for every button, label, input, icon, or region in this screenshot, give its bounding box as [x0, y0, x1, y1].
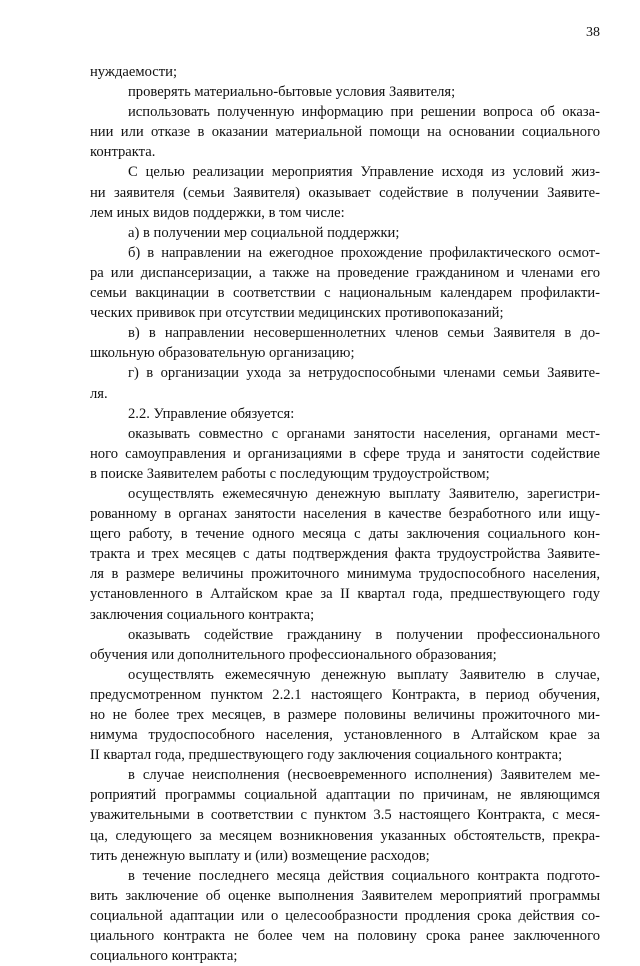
- text-line: семьи вакцинации в соответствии с национальным календарем профилакти-: [90, 285, 600, 302]
- text-line: нимума трудоспособного населения, установленного в Алтайском крае за: [90, 727, 600, 744]
- text-line: проверять материально-бытовые условия Заявителя;: [128, 84, 456, 101]
- text-line: но не более трех месяцев, в размере половины величины прожиточного ми-: [90, 707, 600, 723]
- page-number: 38: [586, 25, 600, 40]
- text-line: социальной адаптации или о целесообразности продления срока действия со-: [90, 907, 600, 924]
- text-line: в поиске Заявителем работы с последующим трудоустройством;: [90, 465, 490, 482]
- text-line: осуществлять ежемесячную денежную выплату Заявителю в случае,: [128, 666, 600, 683]
- text-line: б) в направлении на ежегодное прохождение профилактического осмот-: [128, 244, 600, 261]
- text-line: предусмотренном пунктом 2.2.1 настоящего Контракта, в период обучения,: [90, 686, 600, 703]
- text-line: щего работу, в течение одного месяца с даты заключения социального кон-: [90, 526, 600, 543]
- text-line: тракта и трех месяцев с даты подтверждения факта трудоустройства Заявите-: [90, 546, 600, 563]
- text-line: оказывать содействие гражданину в получении профессионального: [128, 626, 600, 643]
- text-line: тить денежную выплату и (или) возмещение расходов;: [90, 847, 430, 864]
- text-line: нуждаемости;: [90, 64, 177, 80]
- document-body: [90, 62, 600, 966]
- text-line: ческих прививок при отсутствии медицинских противопоказаний;: [90, 305, 504, 322]
- text-line: уважительными в соответствии с пунктом 3.5 настоящего Контракта, с меся-: [90, 807, 600, 824]
- text-line: обучения или дополнительного профессионального образования;: [90, 646, 497, 663]
- text-line: г) в организации ухода за нетрудоспособными членами семьи Заявите-: [128, 365, 600, 382]
- text-line: II квартал года, предшествующего году заключения социального контракта;: [90, 747, 563, 764]
- text-line: оказывать совместно с органами занятости населения, органами мест-: [128, 425, 600, 442]
- text-line: осуществлять ежемесячную денежную выплату Заявителю, зарегистри-: [128, 485, 600, 502]
- text-line: циального контракта не более чем на половину срока ранее заключенного: [90, 928, 600, 945]
- text-line: социального контракта;: [90, 948, 238, 965]
- text-line: ни заявителя (семьи Заявителя) оказывает содействие в получении Заявите-: [90, 184, 600, 201]
- text-line: использовать полученную информацию при решении вопроса об оказа-: [128, 104, 600, 121]
- text-line: установленного в Алтайском крае за II квартал года, предшествующего году: [90, 586, 600, 603]
- text-line: ля в размере величины прожиточного минимума трудоспособного населения,: [90, 566, 600, 583]
- text-line: ца, следующего за месяцем возникновения указанных обстоятельств, прекра-: [90, 827, 600, 844]
- text-line: школьную образовательную организацию;: [90, 345, 355, 362]
- text-line: в случае неисполнения (несвоевременного исполнения) Заявителем ме-: [128, 767, 600, 784]
- text-line: нии или отказе в оказании материальной помощи на основании социального: [90, 124, 600, 141]
- text-line: контракта.: [90, 144, 156, 161]
- text-line: ра или диспансеризации, а также на проведение гражданином и членами его: [90, 264, 600, 281]
- text-line: ного самоуправления и организациями в сфере труда и занятости содействие: [90, 445, 600, 462]
- text-line: лем иных видов поддержки, в том числе:: [90, 204, 345, 221]
- text-line: 2.2. Управление обязуется:: [128, 405, 295, 422]
- text-line: рованному в органах занятости населения в качестве безработного или ищу-: [90, 506, 600, 523]
- text-line: а) в получении мер социальной поддержки;: [128, 224, 400, 241]
- text-line: заключения социального контракта;: [90, 606, 315, 623]
- text-line: роприятий программы социальной адаптации по причинам, не являющимся: [90, 787, 600, 804]
- text-line: ля.: [90, 385, 108, 402]
- text-line: в) в направлении несовершеннолетних членов семьи Заявителя в до-: [128, 325, 600, 342]
- text-line: вить заключение об оценке выполнения Заявителем мероприятий программы: [90, 887, 600, 904]
- text-line: в течение последнего месяца действия социального контракта подгото-: [128, 867, 600, 884]
- text-line: С целью реализации мероприятия Управление исходя из условий жиз-: [128, 164, 600, 181]
